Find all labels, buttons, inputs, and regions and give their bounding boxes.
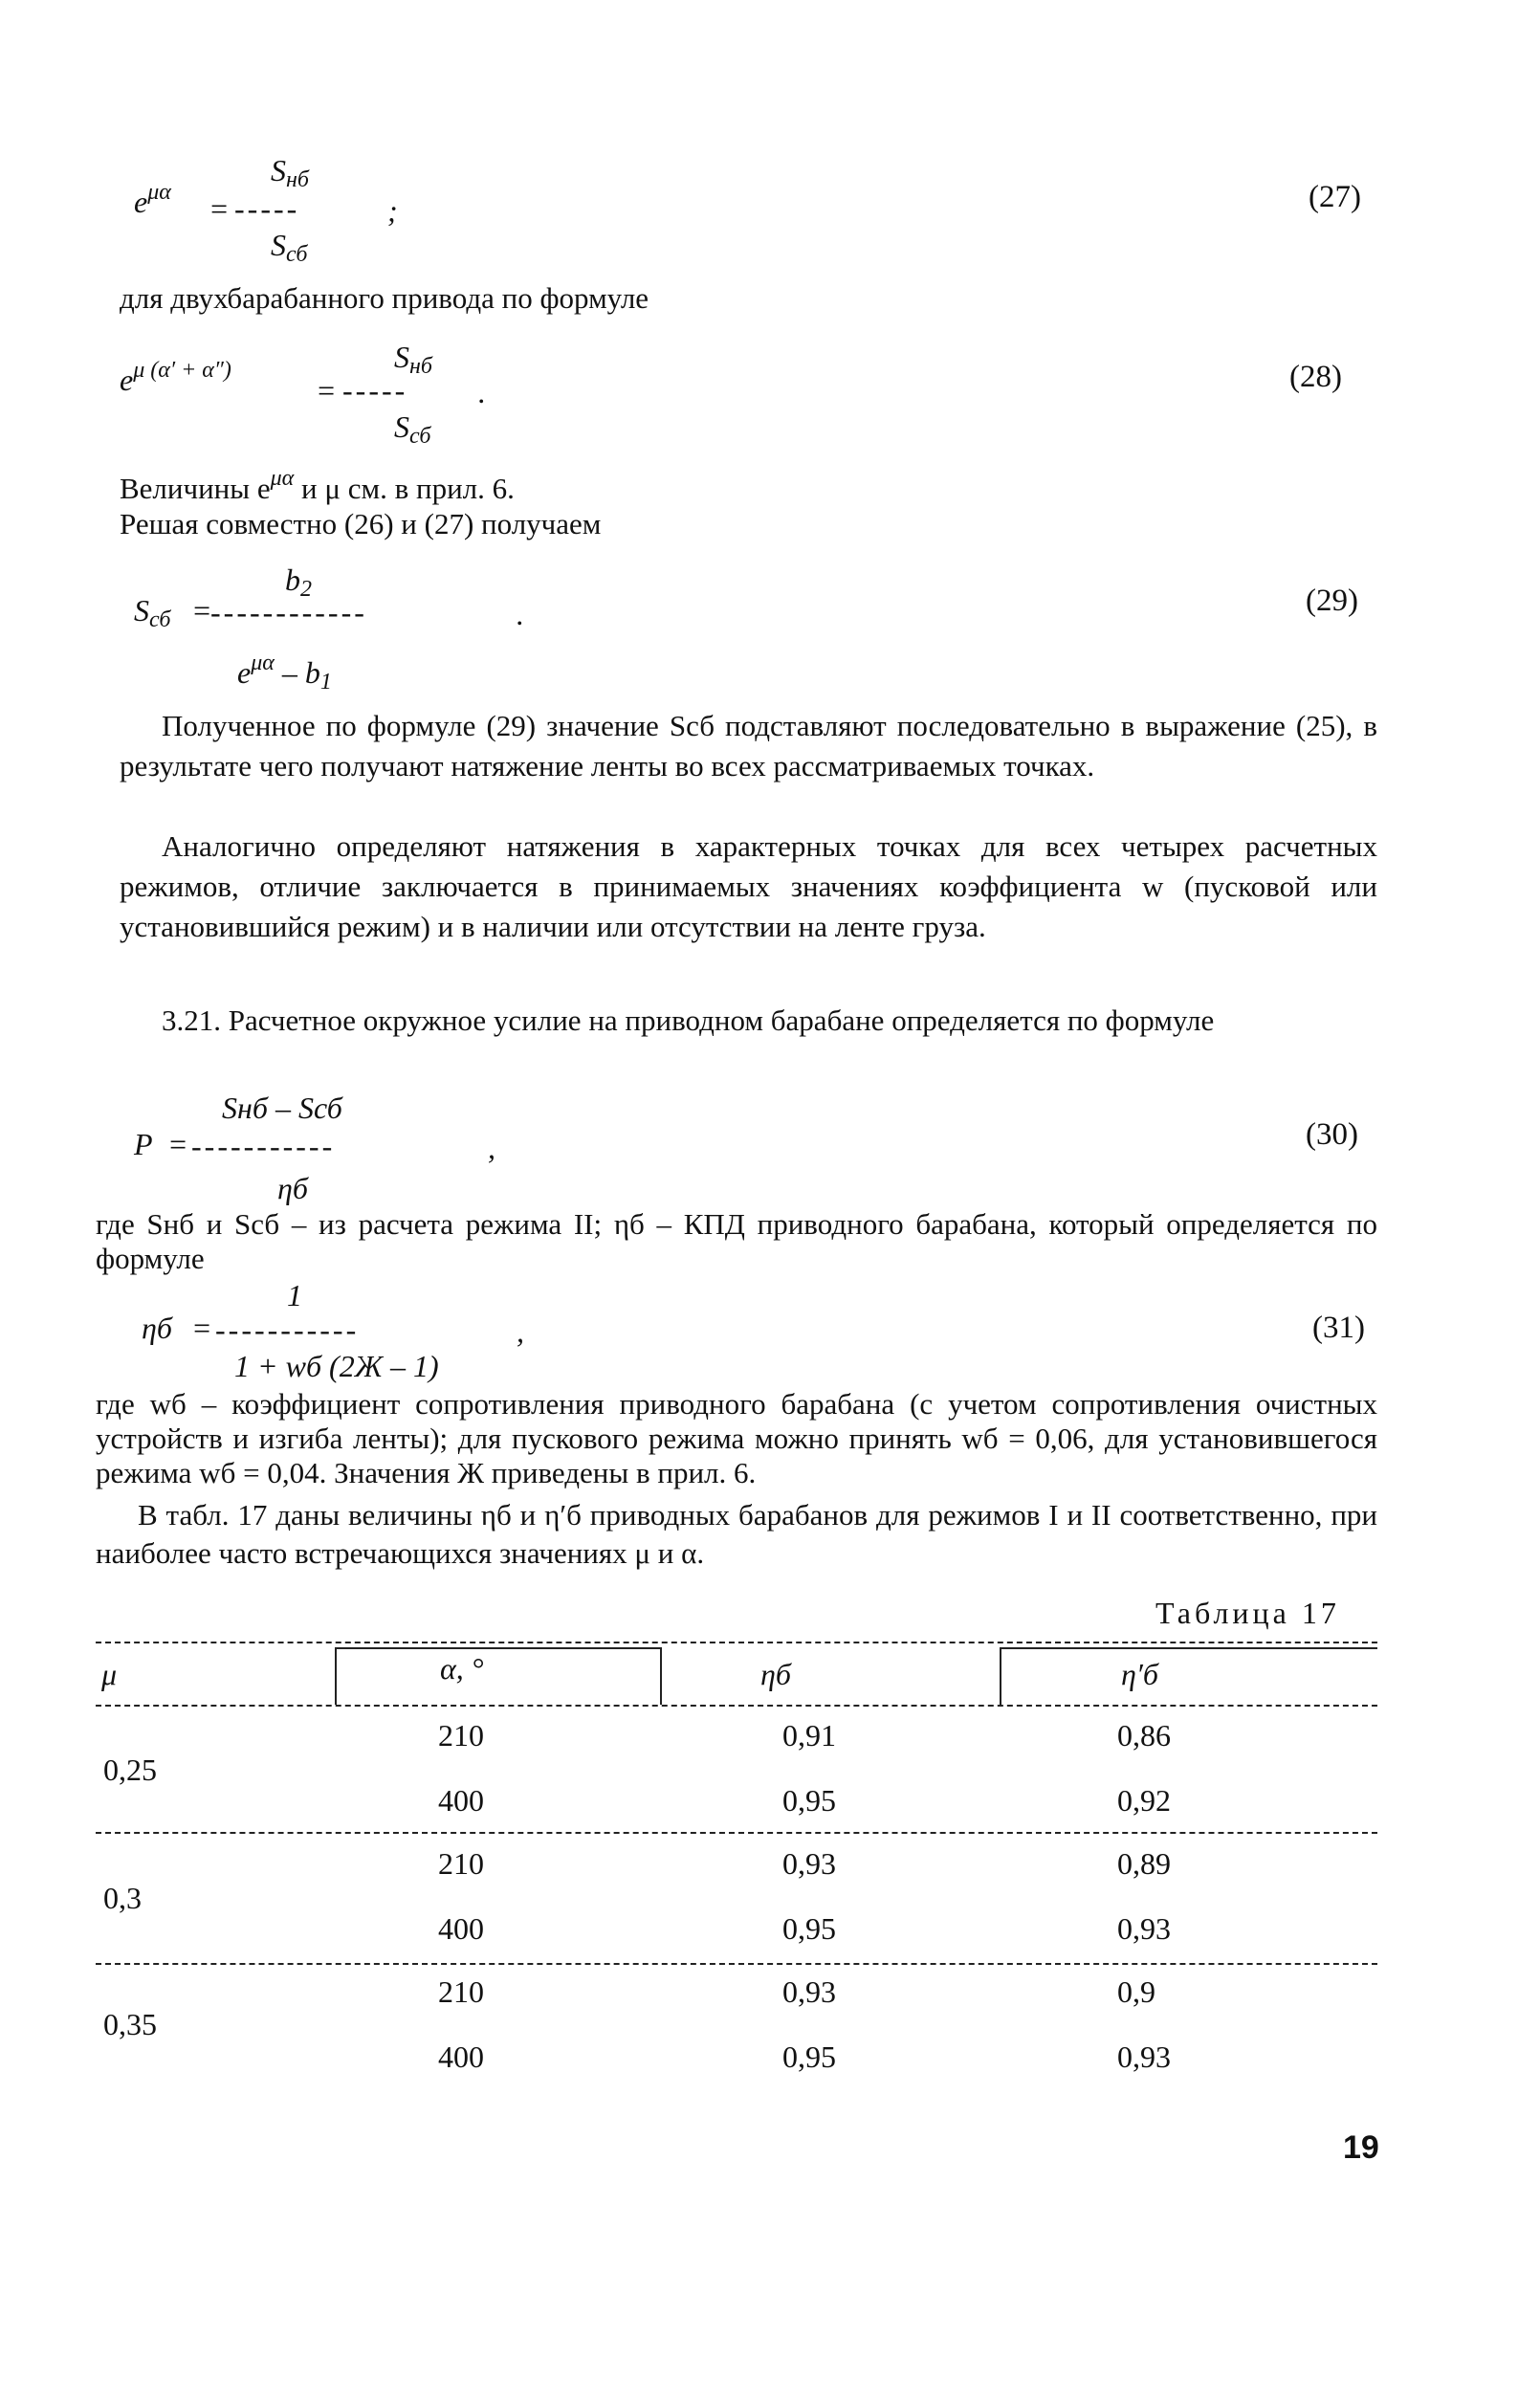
paragraph: Аналогично определяют натяжения в характерных точках для всех четырех расчетных режимов, отличие заключается в принимаемых значениях коэффициента w (пусковой или установившийся режим) и в наличии или отсутствии на ленте груза. — [120, 829, 1377, 943]
column-header: α, ° — [440, 1651, 484, 1686]
text-line: Решая совместно (26) и (27) получаем — [120, 507, 602, 540]
table-divider — [1000, 1647, 1001, 1705]
table-cell-mu: 0,25 — [103, 1753, 157, 1787]
table-rule — [96, 1963, 1377, 1965]
paragraph: где Sнб и Sсб – из расчета режима II; ηб – КПД приводного барабана, который определяется по формуле — [96, 1207, 1377, 1275]
text-line: Величины $e^{\mu\alpha}$ и μ см. в прил. 6. — [120, 466, 515, 505]
equation-number: (29) — [1306, 584, 1358, 618]
table-divider — [660, 1647, 662, 1705]
column-header: μ — [101, 1657, 118, 1691]
equation-number: (30) — [1306, 1117, 1358, 1152]
table-rule — [96, 1705, 1377, 1707]
table-rule — [335, 1647, 660, 1649]
table-divider — [335, 1647, 337, 1705]
table-cell-mu: 0,3 — [103, 1881, 142, 1915]
equation-number: (31) — [1312, 1311, 1365, 1345]
equation-number: (28) — [1289, 360, 1342, 394]
table-rule — [96, 1642, 1377, 1643]
page-number: 19 — [1343, 2129, 1379, 2166]
table-rule — [96, 1832, 1377, 1834]
table-caption: Таблица 17 — [1155, 1596, 1340, 1630]
paragraph: Полученное по формуле (29) значение Sсб подставляют последовательно в выражение (25), в результате чего получают натяжение ленты во всех рассматриваемых точках. — [120, 709, 1377, 783]
column-header: η′б — [1121, 1657, 1158, 1691]
paragraph: где wб – коэффициент сопротивления приводного барабана (с учетом сопротивления очистных устройств и изгиба ленты); для пускового режима можно принять wб = 0,06, для установившегося режима wб = 0,04. Значения Ж приведены в прил. 6. — [96, 1387, 1377, 1489]
document-page: $S_{нб}$ $e^{\mu\alpha}$ = ----- ; $S_{сб}$ (27) для двухбарабанного привода по формуле $S_{нб}$ $e^{\mu (\alpha' + \alpha'')}$ = ----- . $S_{сб}$ (28) Величины $e^{\mu\alpha}$ и μ см. в прил. 6. Решая совместно (26) и (27) получаем $b_2$ $S_{сб}$ = ------------ . $e^{\mu\alpha} - b_1$ (29) Полученное по формуле (29) значение Sсб подставляют последовательно в выражение (25), в результате чего получают натяжение ленты во всех рассматриваемых точках. Аналогично определяют натяжения в характерных точках для всех четырех расчетных режимов, отличие заключается в принимаемых значениях коэффициента w (пусковой или установившийся режим) и в наличии или отсутствии на ленте груза. 3.21. Расчетное окружное усилие на приводном барабане определяется по формуле Sнб – Sсб P = ----------- , ηб (30) где Sнб и Sсб – из расчета режима II; ηб – КПД приводного барабана, который определяется по формуле 1 ηб = ----------- , 1 + wб (2Ж – 1) (31) где wб – коэффициент сопротивления приводного барабана (с учетом сопротивления очистных устройств и изгиба ленты); для пускового режима можно принять wб = 0,06, для установившегося режима wб = 0,04. Значения Ж приведены в прил. 6. В табл. 17 даны величины ηб и η′б приводных барабанов для режимов I и II соответственно, при наиболее часто встречающихся значениях μ и α. Таблица 17 μ α, ° ηб η′б 0,25 210 0,91 0,86 400 0,95 0,92 0,3 210 0,93 0,89 400 0,95 0,93 0,35 210 0,93 0,9 400 0,95 0,93 19 — [96, 153, 1379, 2166]
table-rule — [1000, 1647, 1377, 1649]
paragraph: В табл. 17 даны величины ηб и η′б приводных барабанов для режимов I и II соответственно, при наиболее часто встречающихся значениях μ и α. — [96, 1498, 1377, 1570]
text-line: для двухбарабанного привода по формуле — [120, 281, 649, 315]
table-cell-mu: 0,35 — [103, 2007, 157, 2041]
equation-number: (27) — [1309, 180, 1361, 214]
paragraph: 3.21. Расчетное окружное усилие на приводном барабане определяется по формуле — [162, 1003, 1215, 1037]
column-header: ηб — [760, 1657, 791, 1691]
